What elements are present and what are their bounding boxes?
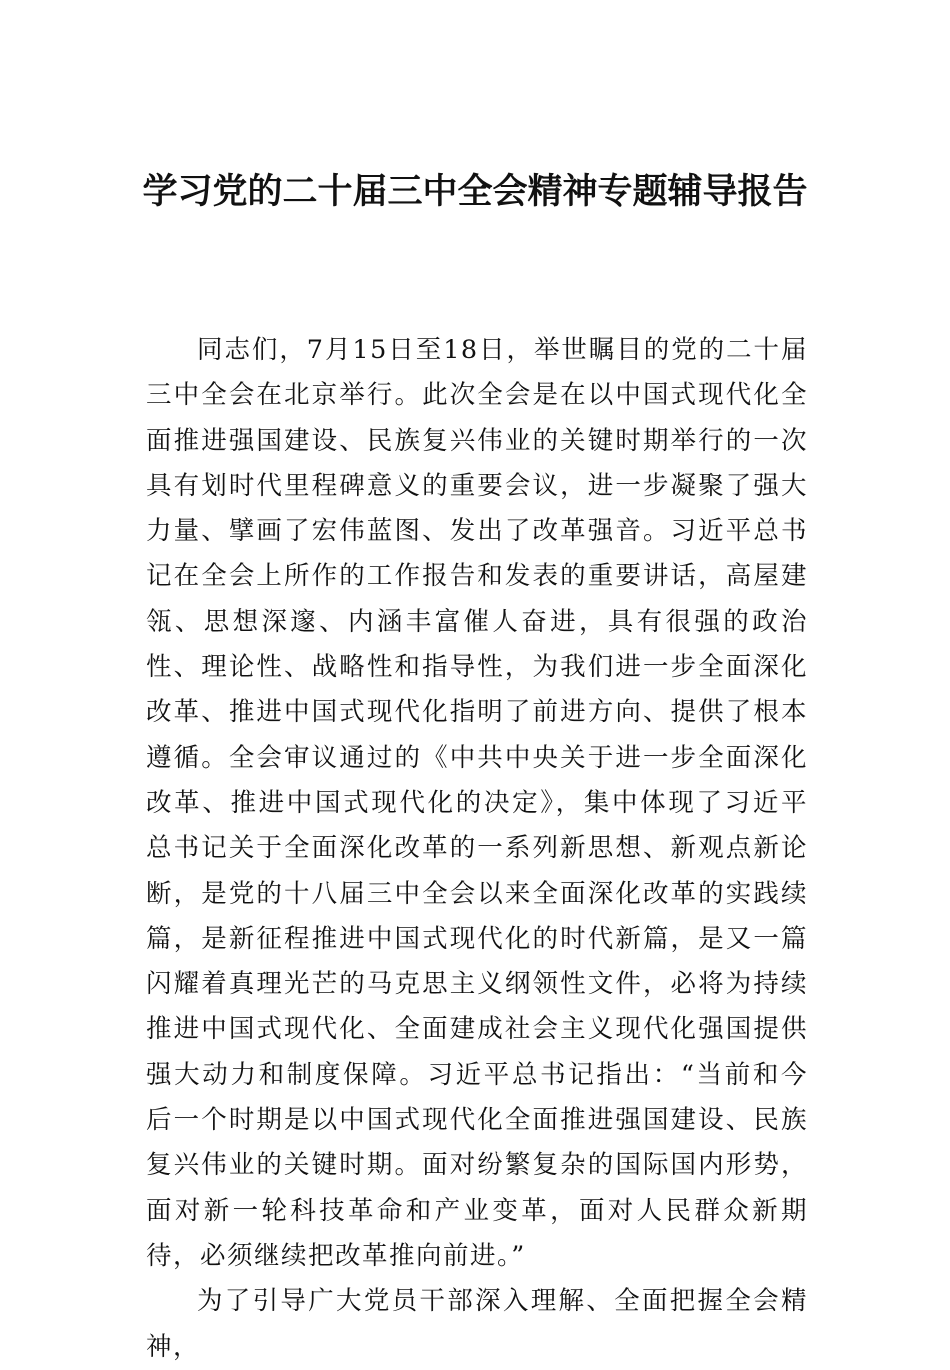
paragraph: 为了引导广大党员干部深入理解、全面把握全会精神， — [146, 1286, 808, 1362]
paragraph: 同志们，7月15日至18日，举世瞩目的党的二十届三中全会在北京举行。此次全会是在以中国式现代化全面推进强国建设、民族复兴伟业的关键时期举行的一次具有划时代里程碑意义的重要会议，进一步凝聚了强大力量、擘画了宏伟蓝图、发出了改革强音。习近平总书记在全会上所作的工作报告和发表的重要讲话，高屋建瓴、思想深邃、内涵丰富催人奋进，具有很强的政治性、理论性、战略性和指导性，为我们进一步全面深化改革、推进中国式现代化指明了前进方向、提供了根本遵循。全会审议通过的《中共中央关于进一步全面深化改革、推进中国式现代化的决定》，集中体现了习近平总书记关于全面深化改革的一系列新思想、新观点新论断，是党的十八届三中全会以来全面深化改革的实践续篇，是新征程推进中国式现代化的时代新篇，是又一篇闪耀着真理光芒的马克思主义纲领性文件，必将为持续推进中国式现代化、全面建成社会主义现代化强国提供强大动力和制度保障。习近平总书记指出：“当前和今后一个时期是以中国式现代化全面推进强国建设、民族复兴伟业的关键时期。面对纷繁复杂的国际国内形势，面对新一轮科技革命和产业变革，面对人民群众新期待，必须继续把改革推向前进。” — [146, 335, 808, 1271]
document-body — [146, 328, 808, 1370]
document-title: 学习党的二十届三中全会精神专题辅导报告 — [142, 171, 808, 212]
